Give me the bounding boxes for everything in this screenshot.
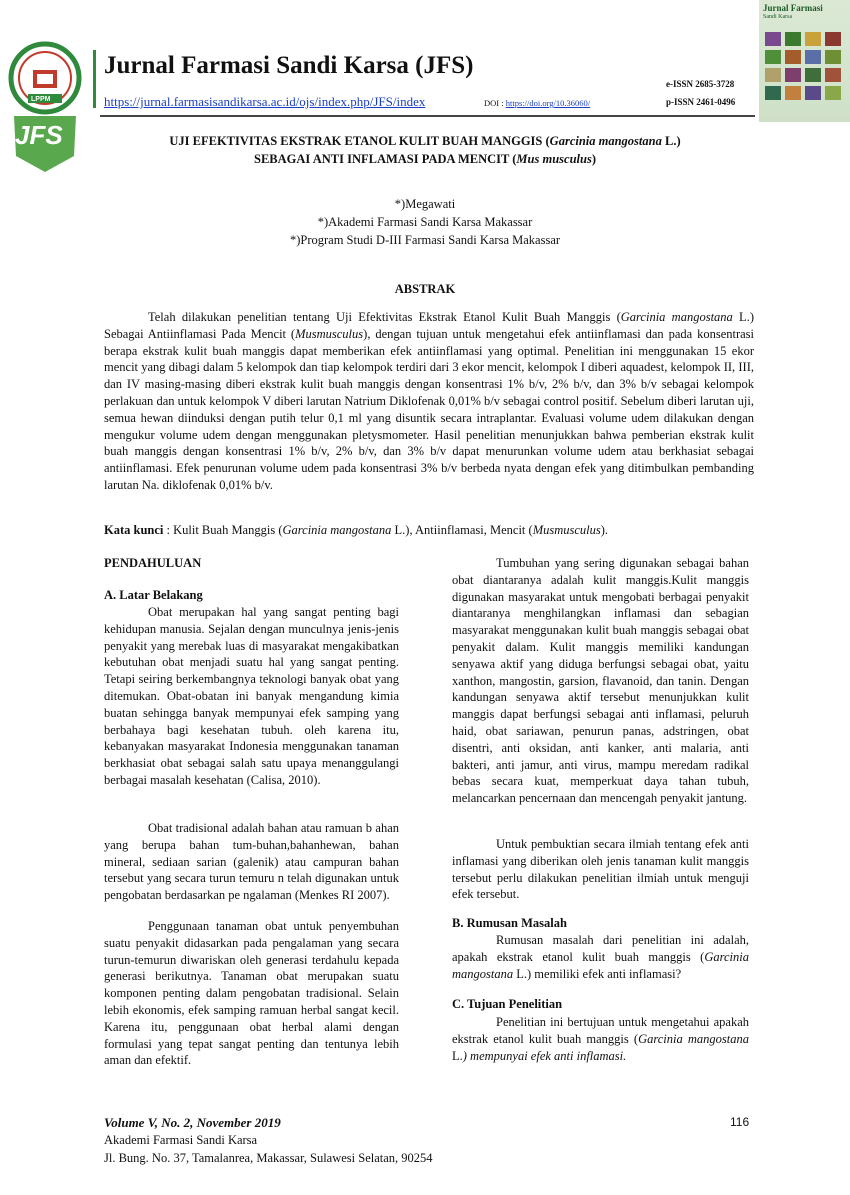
logo-badge-text: LPPM <box>31 96 51 103</box>
article-title-line-1: UJI EFEKTIVITAS EKSTRAK ETANOL KULIT BUAH MANGGIS (Garcinia mangostana L.) <box>169 134 681 148</box>
abstract-body: Telah dilakukan penelitian tentang Uji Efektivitas Ekstrak Etanol Kulit Buah Manggis (Garcinia mangostana L.) Sebagai Antiinflamasi Pada Mencit (Musmusculus), dengan tujuan untuk mengetahui efek antiinflamasi dan pada konsentrasi berapa ekstrak kulit buah manggis dapat memberikan efek antiinflamasi yang optimal. Penelitian ini menggunakan 15 ekor mencit yang dibagi dalam 5 kelompok dan tiap kelompok terdiri dari 3 ekor mencit, kelompok I diberi aquadest, kelompok II, III, dan IV masing-masing diberi ekstrak kulit buah manggis dengan konsentrasi 1% b/v, 2% b/v, dan 3% b/v sebagai kelompok perlakuan dan untuk kelompok V diberi larutan Natrium Diklofenak 0,01% b/v sebagai control positif. Sebelum diberi larutan uji, semua hewan diinduksi dengan putih telur 0,1 ml yang disuntik secara intraplantar. Evaluasi volume udem dilakukan dengan mengukur volume udem dengan menggunakan pletysmometer. Hasil penelitian menunjukkan bahwa pemberian ekstrak kulit buah manggis dengan konsentrasi 1% b/v, 2% b/v, dan 3% b/v dapat menurunkan volume udem atau berkhasiat sebagai antiinflamasi. Efek penurunan volume udem pada konsentrasi 3% b/v berbeda nyata dengan efek yang ditimbulkan pembanding larutan Na. diklofenak 0,01% b/v. <box>104 310 755 492</box>
journal-title: Jurnal Farmasi Sandi Karsa (JFS) <box>104 52 474 79</box>
footer-address: Jl. Bung. No. 37, Tamalanrea, Makassar, Sulawesi Selatan, 90254 <box>104 1151 433 1165</box>
footer-institution: Akademi Farmasi Sandi Karsa <box>104 1133 258 1147</box>
left-paragraph-2: Obat tradisional adalah bahan atau ramuan b ahan yang berupa bahan tum-buhan,bahanhewan, bahan mineral, sediaan sarian (galenik) atau campuran bahan tersebut yang secara turun temuru n telah digunakan untuk pengobatan berdasarkan pe ngalaman (Menkes RI 2007). <box>104 821 399 903</box>
right-paragraph-2: Untuk pembuktian secara ilmiah tentang efek anti inflamasi yang diberikan oleh jenis tanaman kulit manggis tersebut perlu dilakukan penelitian ilmiah untuk menguji efek tersebut. <box>452 837 749 902</box>
subheading-rumusan-masalah: B. Rumusan Masalah <box>452 916 567 930</box>
right-paragraph-3: Rumusan masalah dari penelitian ini adalah, apakah ekstrak etanol kulit buah manggis (Garcinia mangostana L.) memiliki efek anti inflamasi? <box>452 933 749 981</box>
author: *)Megawati <box>394 197 456 211</box>
affiliation-2: *)Program Studi D-III Farmasi Sandi Karsa Makassar <box>289 233 561 247</box>
doi-link[interactable]: https://doi.org/10.36060/ <box>505 98 591 108</box>
journal-cover-thumbnail <box>759 0 850 122</box>
cover-title: Jurnal Farmasi <box>763 3 823 13</box>
doi <box>484 98 590 108</box>
section-heading-pendahuluan: PENDAHULUAN <box>104 556 202 570</box>
page-number: 116 <box>730 1115 750 1129</box>
left-paragraph-3: Penggunaan tanaman obat untuk penyembuhan suatu penyakit didasarkan pada pengalaman yang secara turun-temurun diwariskan oleh generasi terdahulu kepada generasi berikutnya. Tanaman obat merupakan suatu komponen penting dalam pengobatan tradisional. Selain lebih ekonomis, efek samping ramuan herbal sangat kecil. Karena itu, penggunaan obat herbal alami dengan formulasi yang tepat sangat penting dan tentunya lebih aman dan efektif. <box>104 919 399 1068</box>
journal-url-link[interactable]: https://jurnal.farmasisandikarsa.ac.id/ojs/index.php/JFS/index <box>104 94 426 109</box>
affiliation-1: *)Akademi Farmasi Sandi Karsa Makassar <box>317 215 533 229</box>
pissn: p-ISSN 2461-0496 <box>666 97 736 107</box>
right-paragraph-1: Tumbuhan yang sering digunakan sebagai bahan obat diantaranya adalah kulit manggis.Kulit manggis digunakan masyarakat untuk mengobati berbagai penyakit diantaranya menghilangkan inflamasi dan sebagian masyarakat menggunakan kulit buah manggis sebagai obat penyakit dalam. Kulit manggis memiliki kandungan senyawa aktif yang diduga berfungsi sebagai obat, yaitu xanthon, mangostin, garsion, flavanoid, dan tanin. Dengan kandungan senyawa aktif tersebut menunjukkan kulit manggis dapat berfungsi sebagai anti inflamasi, peluruh haid, obat sariawan, penurun panas, adstringen, obat disentri, anti oksidan, anti kanker, anti malaria, anti bakteri, anti jamur, anti virus, mampu meredam radikal bebas secara kuat, memperkuat daya tahan tubuh, melancarkan pencernaan dan mencengah penyakit jantung. <box>452 556 749 806</box>
footer-volume: Volume V, No. 2, November 2019 <box>104 1115 281 1130</box>
header-accent-bar <box>93 50 96 108</box>
cover-subtitle: Sandi Karsa <box>763 14 793 20</box>
subheading-latar-belakang: A. Latar Belakang <box>104 588 203 602</box>
logo-text: JFS <box>15 120 63 150</box>
abstract-heading: ABSTRAK <box>394 282 456 296</box>
header-divider <box>100 115 755 117</box>
article-title-line-2: SEBAGAI ANTI INFLAMASI PADA MENCIT (Mus musculus) <box>254 152 596 166</box>
keywords: Kata kunci : Kulit Buah Manggis (Garcinia mangostana L.), Antiinflamasi, Mencit (Musmusculus). <box>104 523 609 537</box>
doi-label: DOI : <box>484 98 506 108</box>
left-paragraph-1: Obat merupakan hal yang sangat penting bagi kehidupan manusia. Sejalan dengan munculnya jenis-jenis penyakit yang merebak luas di masyarakat mengakibatkan kebutuhan obat menjadi suatu hal yang sangat penting. Tetapi seiring berkembangnya teknologi banyak obat yang ditemukan. Obat-obatan ini banyak mengandung kimia buatan sehingga banyak mempunyai efek samping yang berbahaya bagi kesehatan tubuh. oleh karena itu, kebanyakan masyarakat Indonesia menggunakan tanaman berkhasiat obat sebagai salah satu upaya menanggulangi berbagai masalah kesehatan (Calisa, 2010). <box>104 605 399 787</box>
subheading-tujuan-penelitian: C. Tujuan Penelitian <box>452 997 563 1011</box>
right-paragraph-4: Penelitian ini bertujuan untuk mengetahui apakah ekstrak etanol kulit buah manggis (Garcinia mangostana L.) mempunyai efek anti inflamasi. <box>452 1015 749 1063</box>
eissn: e-ISSN 2685-3728 <box>666 79 735 89</box>
